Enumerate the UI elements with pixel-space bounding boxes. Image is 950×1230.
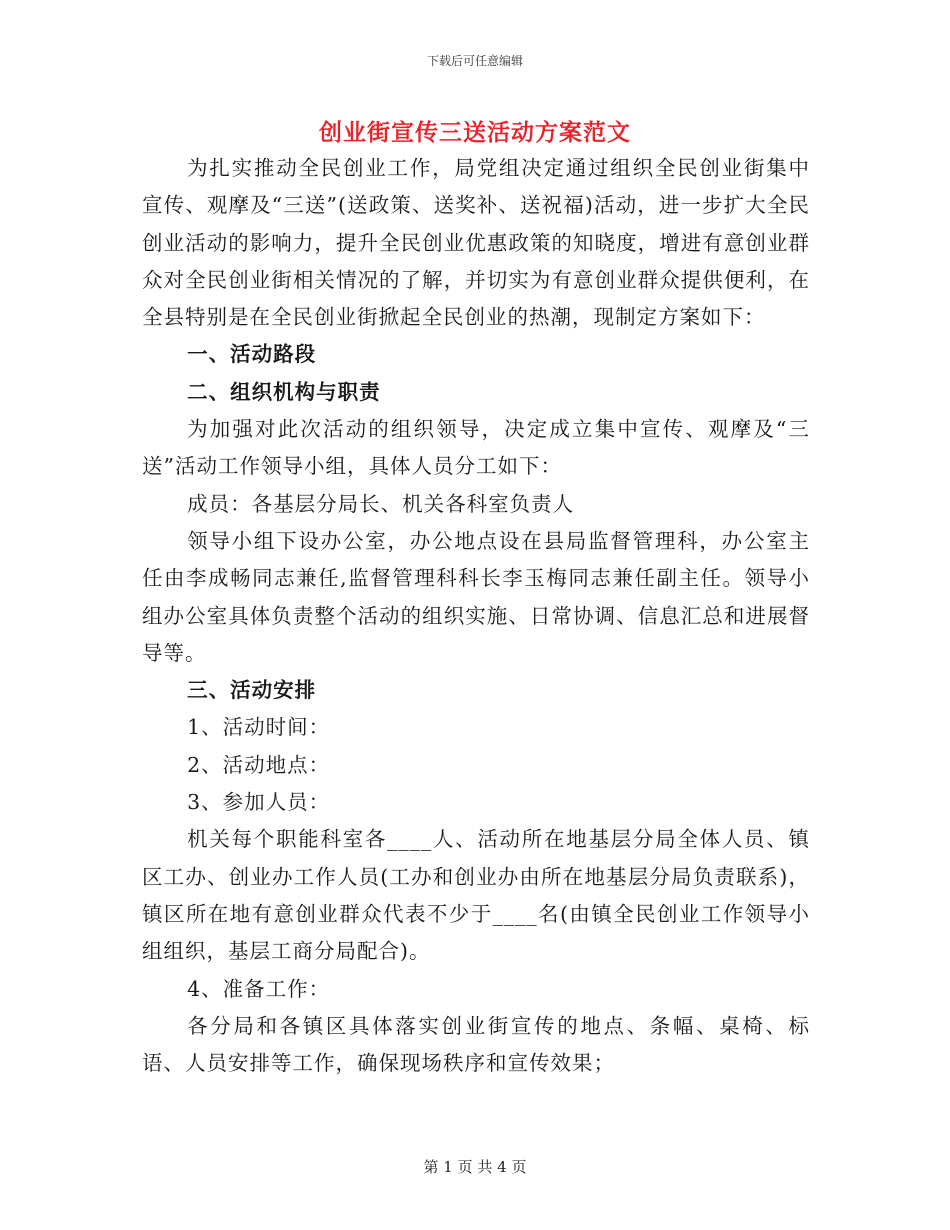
item-activity-time: 1、活动时间： [187, 715, 331, 740]
intro-paragraph: 为扎实推动全民创业工作，局党组决定通过组织全民创业街集中宣传、观摩及“三送”(送政策、送奖补、送祝福)活动，进一步扩大全民创业活动的影响力，提升全民创业优惠政策的知晓度，增进有意创业群众对全民创业街相关情况的了解，并切实为有意创业群众提供便利，在全县特别是在全民创业街掀起全民创业的热潮，现制定方案如下： [142, 156, 810, 330]
section-heading-arrangement: 三、活动安排 [187, 678, 317, 703]
members-paragraph: 成员：各基层分局长、机关各科室负责人 [187, 491, 575, 516]
item-preparation: 4、准备工作： [187, 976, 331, 1001]
section-heading-route: 一、活动路段 [187, 342, 317, 367]
participants-paragraph: 机关每个职能科室各____人、活动所在地基层分局全体人员、镇区工办、创业办工作人员(工办和创业办由所在地基层分局负责联系)，镇区所在地有意创业群众代表不少于____名(由镇全民创业工作领导小组组织，基层工商分局配合)。 [142, 827, 810, 964]
page-number-footer: 第 1 页 共 4 页 [423, 1158, 527, 1176]
office-paragraph: 领导小组下设办公室，办公地点设在县局监督管理科，办公室主任由李成畅同志兼任,监督管理科科长李玉梅同志兼任副主任。领导小组办公室具体负责整个活动的组织实施、日常协调、信息汇总和进展督导等。 [142, 528, 810, 665]
preparation-paragraph: 各分局和各镇区具体落实创业街宣传的地点、条幅、桌椅、标语、人员安排等工作，确保现场秩序和宣传效果； [142, 1013, 810, 1076]
item-activity-location: 2、活动地点： [187, 752, 331, 777]
section-heading-organization: 二、组织机构与职责 [187, 379, 381, 404]
document-body [142, 150, 810, 1082]
organization-paragraph: 为加强对此次活动的组织领导，决定成立集中宣传、观摩及“三送”活动工作领导小组，具体人员分工如下： [142, 417, 810, 479]
document-title: 创业街宣传三送活动方案范文 [319, 119, 631, 146]
item-participants: 3、参加人员： [187, 790, 331, 815]
page-header-note: 下载后可任意编辑 [426, 54, 523, 68]
